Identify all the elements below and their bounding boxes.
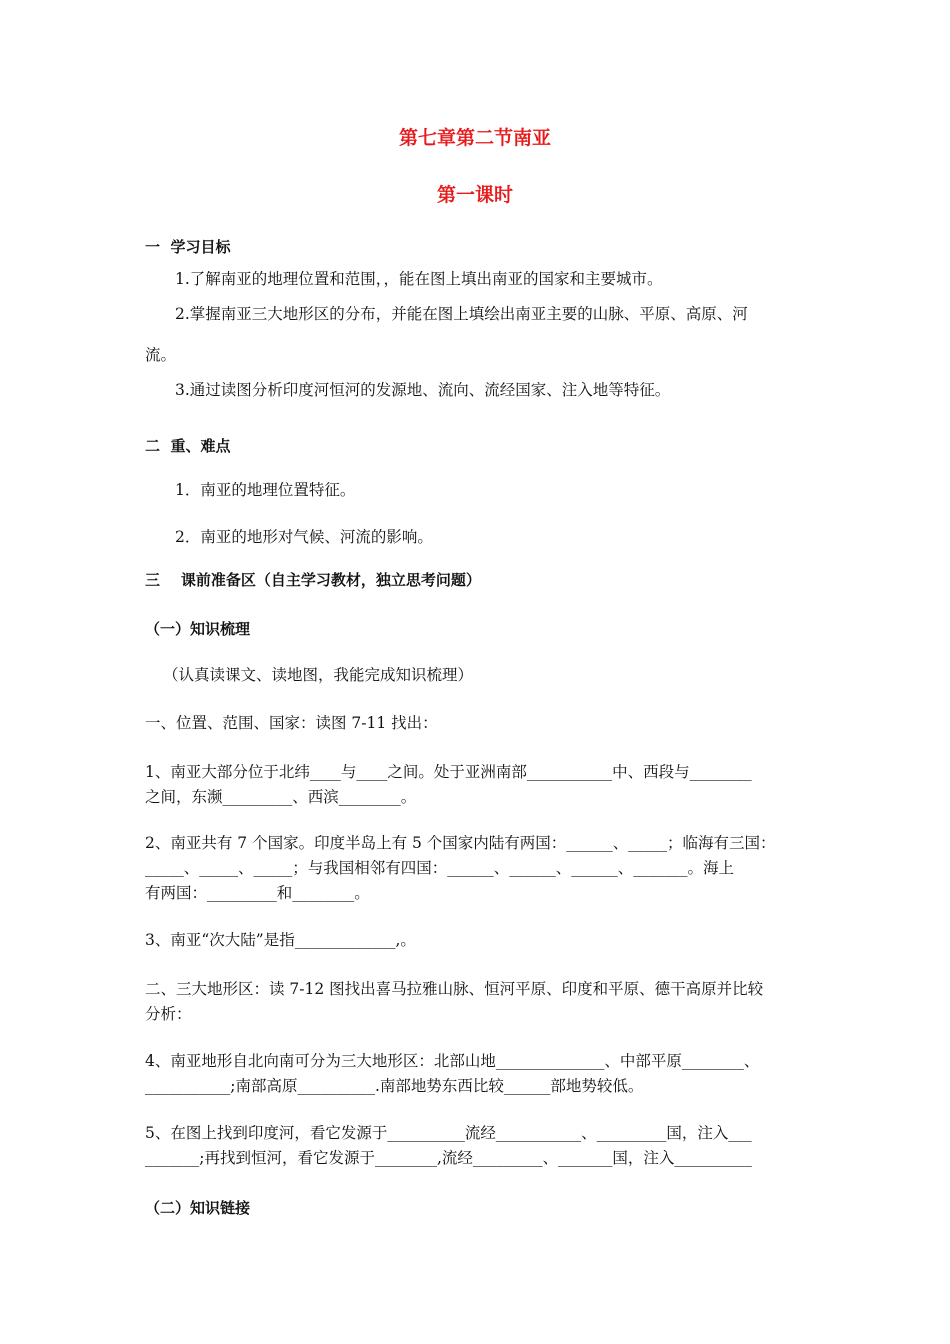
part-heading-location: 一、位置、范围、国家：读图 7-11 找出： xyxy=(145,714,438,732)
subsection-heading-links: （二）知识链接 xyxy=(145,1199,251,1217)
question-5-line-2: _______;再找到恒河，看它发源于________,流经_________、_______国，注入__________ xyxy=(145,1149,752,1167)
question-1-line-1: 1、南亚大部分位于北纬____与____之间。处于亚洲南部___________中、西段与________ xyxy=(145,763,752,781)
question-4-line-2: ___________;南部高原__________.南部地势东西比较______部地势较低。 xyxy=(145,1077,644,1095)
key-point-item: 1．南亚的地理位置特征。 xyxy=(175,481,356,499)
question-2-line-2: _____、_____、_____；与我国相邻有四国：______、______、______、_______。海上 xyxy=(145,859,735,877)
question-2-line-3: 有两国：_________和________。 xyxy=(145,884,370,902)
objective-item: 3.通过读图分析印度河恒河的发源地、流向、流经国家、注入地等特征。 xyxy=(175,381,671,399)
part-heading-terrain-line-1: 二、三大地形区：读 7-12 图找出喜马拉雅山脉、恒河平原、印度和平原、德干高原并比较 xyxy=(145,980,764,998)
question-1-line-2: 之间，东濒_________、西滨________。 xyxy=(145,788,417,806)
objective-item-cont: 流。 xyxy=(145,346,177,364)
section-heading-objectives: 一 学习目标 xyxy=(145,238,231,256)
question-5-line-1: 5、在图上找到印度河，看它发源于__________流经___________、_________国，注入___ xyxy=(145,1124,752,1142)
key-point-item: 2．南亚的地形对气候、河流的影响。 xyxy=(175,528,433,546)
subsection-heading-knowledge: （一）知识梳理 xyxy=(145,620,251,638)
question-3: 3、南亚“次大陆”是指_____________,。 xyxy=(145,931,416,949)
section-heading-key-points: 二 重、难点 xyxy=(145,437,231,455)
section-heading-prep: 三 课前准备区（自主学习教材，独立思考问题） xyxy=(145,571,481,589)
instruction-note: （认真读课文、读地图，我能完成知识梳理） xyxy=(163,666,474,684)
document-subtitle: 第一课时 xyxy=(436,184,513,206)
document-title: 第七章第二节南亚 xyxy=(398,127,551,149)
objective-item: 1.了解南亚的地理位置和范围，，能在图上填出南亚的国家和主要城市。 xyxy=(175,270,663,288)
question-4-line-1: 4、南亚地形自北向南可分为三大地形区：北部山地______________、中部平原________、 xyxy=(145,1052,760,1070)
question-2-line-1: 2、南亚共有 7 个国家。印度半岛上有 5 个国家内陆有两国：______、_____；临海有三国： xyxy=(145,834,776,852)
part-heading-terrain-line-2: 分析： xyxy=(145,1005,192,1023)
objective-item: 2.掌握南亚三大地形区的分布，并能在图上填绘出南亚主要的山脉、平原、高原、河 xyxy=(175,305,748,323)
